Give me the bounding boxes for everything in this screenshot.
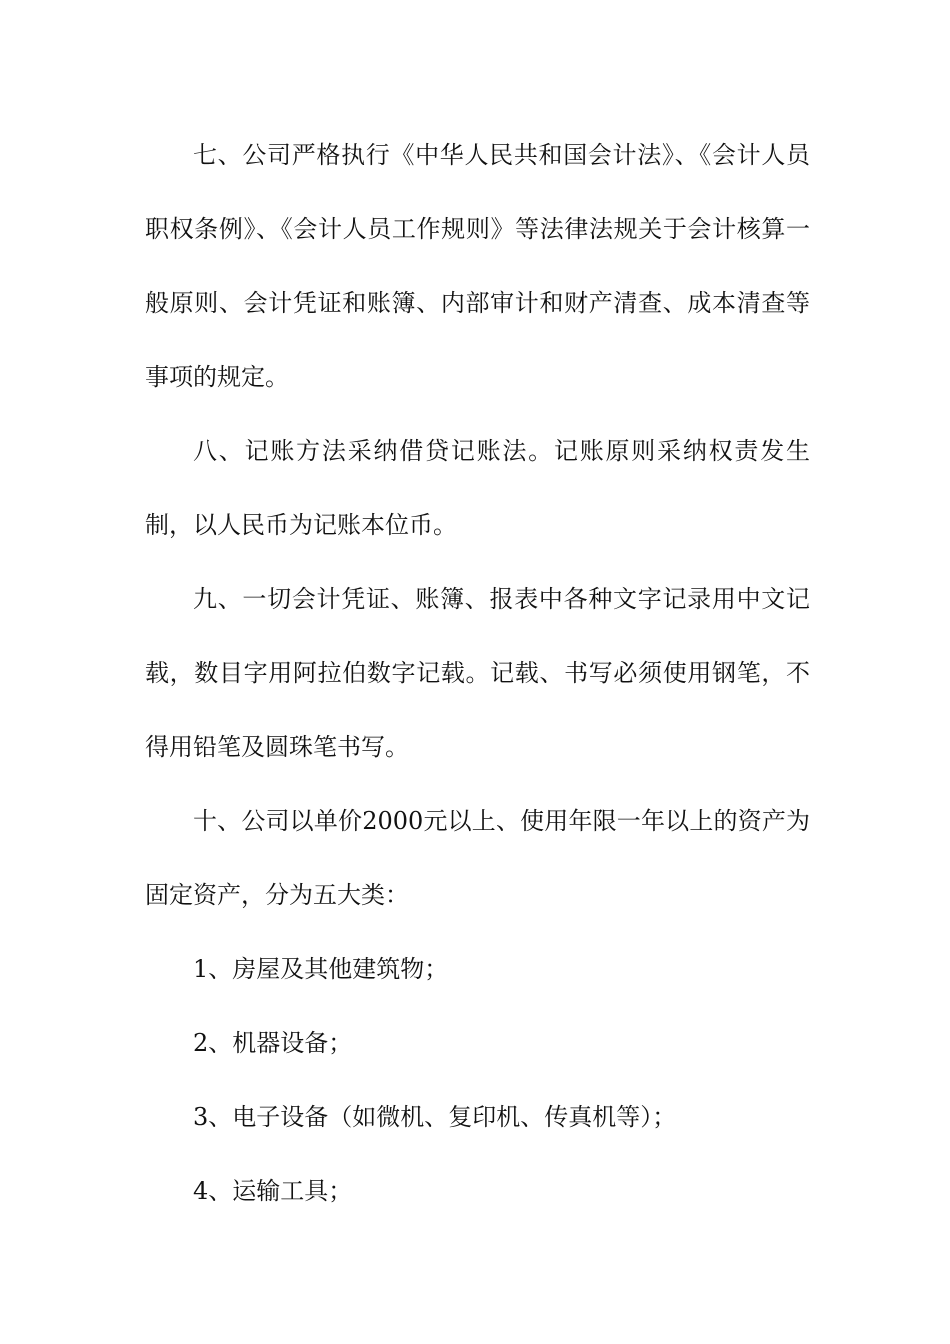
list-item-electronics: 3、电子设备（如微机、复印机、传真机等）； xyxy=(193,1103,677,1131)
list-item-machinery: 2、机器设备； xyxy=(193,1029,353,1057)
list-item-buildings: 1、房屋及其他建筑物； xyxy=(193,955,449,983)
list-item-transport: 4、运输工具； xyxy=(193,1177,353,1205)
paragraph-ten: 十、公司以单价2000元以上、使用年限一年以上的资产为固定资产，分为五大类： xyxy=(145,807,810,909)
document-body xyxy=(145,118,810,1228)
paragraph-seven: 七、公司严格执行《中华人民共和国会计法》、《会计人员职权条例》、《会计人员工作规则》等法律法规关于会计核算一般原则、会计凭证和账簿、内部审计和财产清查、成本清查等事项的规定。 xyxy=(145,141,810,391)
paragraph-eight: 八、记账方法采纳借贷记账法。记账原则采纳权责发生制，以人民币为记账本位币。 xyxy=(145,437,810,539)
paragraph-nine: 九、一切会计凭证、账簿、报表中各种文字记录用中文记载，数目字用阿拉伯数字记载。记载、书写必须使用钢笔，不得用铅笔及圆珠笔书写。 xyxy=(145,585,810,761)
